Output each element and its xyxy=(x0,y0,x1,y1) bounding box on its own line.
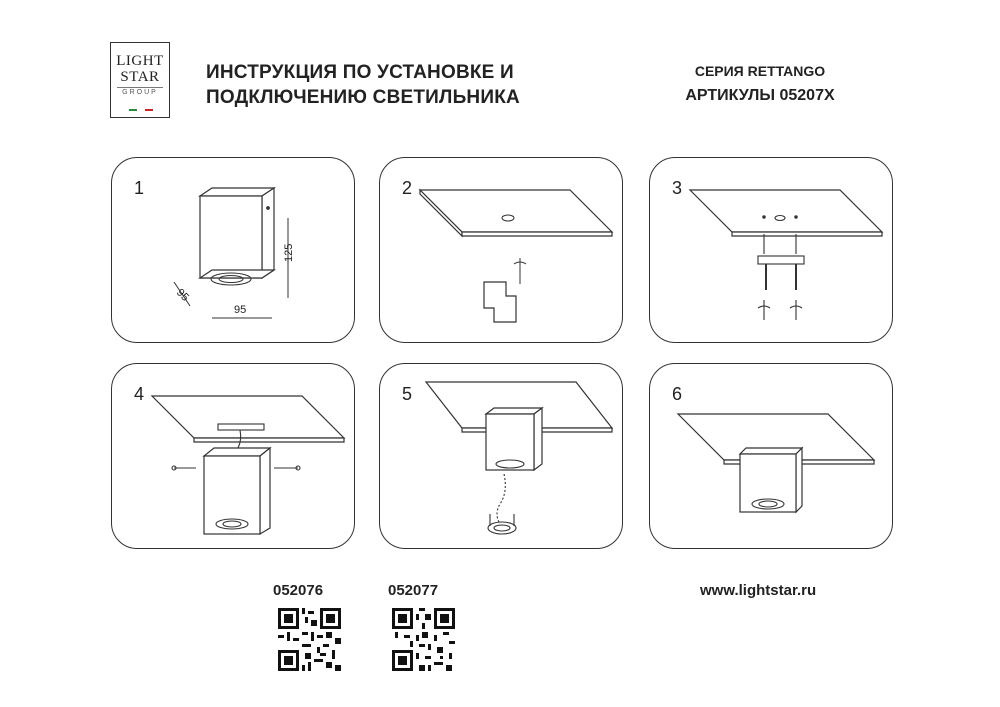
document-title xyxy=(206,60,520,110)
lightstar-logo xyxy=(110,42,170,118)
dim-depth: 95 xyxy=(173,286,192,304)
series-name: СЕРИЯ RETTANGO xyxy=(694,63,826,79)
step-panel-5 xyxy=(379,363,623,549)
qr-code-052076[interactable] xyxy=(278,608,341,671)
logo-line-2: STAR xyxy=(120,69,160,85)
website-link[interactable]: www.lightstar.ru xyxy=(700,582,817,599)
logo-line-3: GROUP xyxy=(117,87,163,96)
logo-line-1: LIGHT xyxy=(116,53,164,69)
step-number: 1 xyxy=(134,178,145,198)
step-number: 4 xyxy=(134,384,145,404)
wiring-and-fixing-drawing xyxy=(112,364,356,550)
step-number: 5 xyxy=(402,384,413,404)
article-number-2: 052077 xyxy=(388,582,439,599)
article-range: АРТИКУЛЫ 05207X xyxy=(685,87,835,104)
step-panel-1 xyxy=(111,157,355,343)
dim-height: 125 xyxy=(283,243,295,262)
title-line-2: ПОДКЛЮЧЕНИЮ СВЕТИЛЬНИКА xyxy=(206,87,520,108)
luminaire-dimensions-drawing xyxy=(112,158,356,344)
mounting-bracket-drawing xyxy=(650,158,894,344)
step-number: 2 xyxy=(402,178,413,198)
title-line-1: ИНСТРУКЦИЯ ПО УСТАНОВКЕ И xyxy=(206,62,514,83)
step-panel-2 xyxy=(379,157,623,343)
installed-luminaire-drawing xyxy=(650,364,894,550)
step-number: 3 xyxy=(672,178,683,198)
step-panel-6 xyxy=(649,363,893,549)
lamp-insertion-drawing xyxy=(380,364,624,550)
article-number-1: 052076 xyxy=(273,582,324,599)
step-number: 6 xyxy=(672,384,683,404)
qr-code-052077[interactable] xyxy=(392,608,455,671)
ceiling-drilling-drawing xyxy=(380,158,624,344)
step-panel-4 xyxy=(111,363,355,549)
italian-flag-stripe xyxy=(129,109,153,111)
series-block xyxy=(660,60,860,110)
step-panel-3 xyxy=(649,157,893,343)
dim-width: 95 xyxy=(234,304,247,316)
